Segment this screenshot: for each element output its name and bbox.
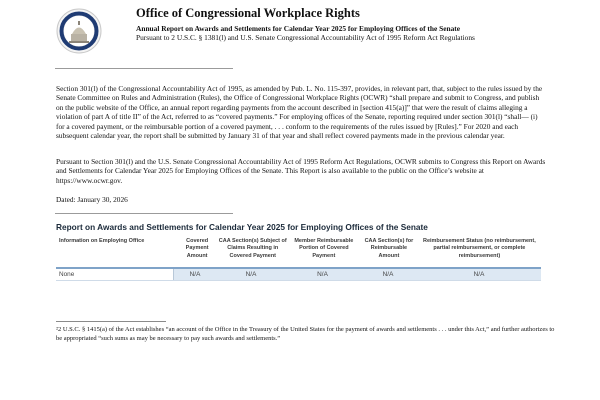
table-cell: N/A: [317, 271, 328, 278]
table-row: [56, 269, 541, 281]
column-header: Covered Payment Amount: [185, 238, 209, 259]
intro-paragraph: Section 301(l) of the Congressional Accountability Act of 1995, as amended by Pub. L. No. 115-397, provides, in relevant part, that, subject to the rules issued by the Senate Committee on Rules and Administration (Rules), the Office of Congressional Workplace Rights (OCWR) “shall prepare and submit to Congress, and publish on the public website of the Office, an annual report regarding payments from the account described in [section 415(a)]” that were the result of claims alleging a violation of part A of title II” of the Act, referred to as “covered payments.” For employing offices of the Senate, reporting required under section 301(l) “shall— (i) for a covered payment, or the reimbursable portion of a covered payment, . . . conform to the requirements of the rules issued by [Rules].” For 2020 and each subsequent calendar year, the report shall be submitted by January 31 of that year and shall reflect covered payments made in the previous calendar year.: [56, 84, 543, 141]
dated-line: Dated: January 30, 2026: [56, 195, 128, 204]
ocwr-seal-icon: [56, 8, 102, 54]
table-cell: N/A: [245, 271, 257, 278]
column-header: CAA Section(s) for Reimbursable Amount: [364, 238, 414, 259]
submission-paragraph: Pursuant to Section 301(l) and the U.S. Senate Congressional Accountability Act of 1995 Reform Act Regulations, OCWR submits to Congress this Report on Awards and Settlements for Calendar Year 2025 for Employing Offices of the Senate. This Report is also available to the public on the Office’s website at https://www.ocwr.gov.: [56, 157, 546, 185]
table-cell: None: [56, 269, 174, 280]
footnote-divider: [56, 321, 166, 322]
column-header: Member Reimbursable Portion of Covered Payment: [294, 238, 354, 259]
awards-table: [56, 237, 541, 281]
column-header: CAA Section(s) Subject of Claims Resulting in Covered Payment: [218, 238, 287, 259]
footnote: ²2 U.S.C. § 1415(a) of the Act establishes “an account of the Office in the Treasury of the United States for the payment of awards and settlements . . . under this Act,” and further authorizes to be appropriated “such sums as may be necessary to pay such awards and settlements.”: [56, 326, 555, 342]
report-authority: Pursuant to 2 U.S.C. § 1381(l) and U.S. Senate Congressional Accountability Act of 1995 Reform Act Regulations: [136, 33, 475, 42]
table-cell: N/A: [473, 271, 485, 278]
table-header-row: [56, 237, 541, 269]
organization-name: Office of Congressional Workplace Rights: [136, 6, 360, 20]
column-header: Reimbursement Status (no reimbursement, partial reimbursement, or complete reimbursement): [422, 238, 536, 259]
section-divider: [55, 213, 233, 214]
table-cell: N/A: [382, 271, 394, 278]
report-title: Annual Report on Awards and Settlements for Calendar Year 2025 for Employing Offices of the Senate: [136, 24, 461, 33]
document-header: [136, 6, 475, 42]
column-header: Information on Employing Office: [59, 238, 145, 244]
table-title: Report on Awards and Settlements for Calendar Year 2025 for Employing Offices of the Senate: [56, 222, 428, 232]
table-cell: N/A: [189, 271, 201, 278]
header-divider: [55, 68, 233, 69]
